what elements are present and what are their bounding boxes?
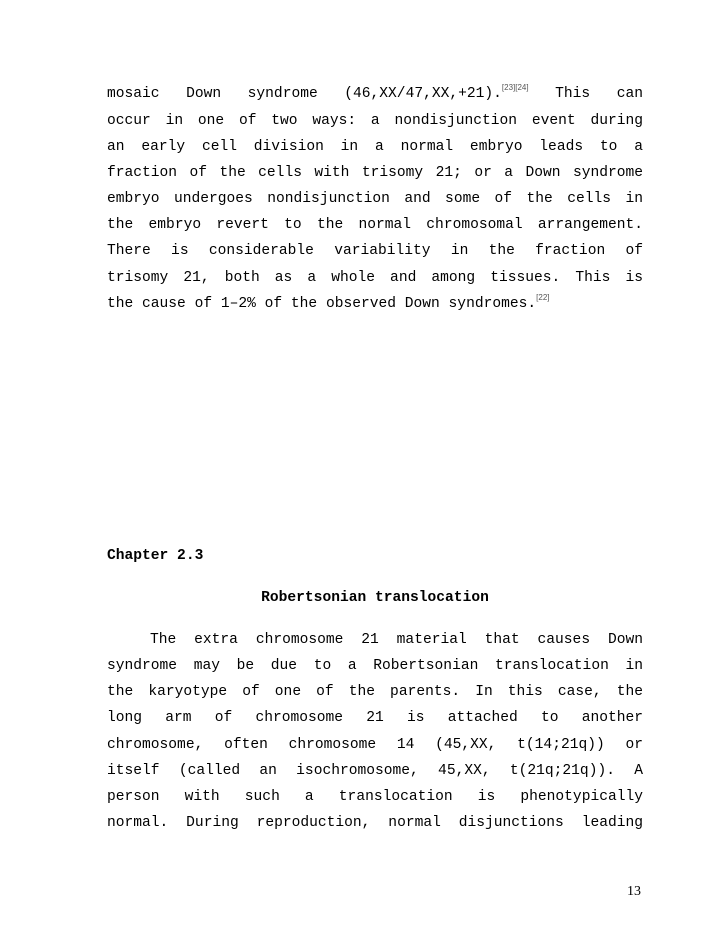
paragraph-line: an early cell division in a normal embryo leads to a — [107, 139, 643, 155]
paragraph-line: the embryo revert to the normal chromosomal arrangement. — [107, 217, 643, 233]
text-segment: mosaic Down syndrome (46,XX/47,XX,+21). — [107, 86, 502, 102]
chapter-heading: Chapter 2.3 — [107, 548, 204, 564]
paragraph-line: The extra chromosome 21 material that causes Down — [150, 632, 643, 648]
paragraph-line — [107, 294, 643, 314]
paragraph-line: There is considerable variability in the fraction of — [107, 243, 643, 259]
paragraph-line: fraction of the cells with trisomy 21; or a Down syndrome — [107, 165, 643, 181]
section-title: Robertsonian translocation — [261, 590, 489, 606]
paragraph-line: occur in one of two ways: a nondisjunction event during — [107, 113, 643, 129]
paragraph-line: chromosome, often chromosome 14 (45,XX, t(14;21q)) or — [107, 737, 643, 753]
paragraph-line: normal. During reproduction, normal disjunctions leading — [107, 815, 643, 831]
paragraph-line: trisomy 21, both as a whole and among tissues. This is — [107, 270, 643, 286]
paragraph-line: person with such a translocation is phenotypically — [107, 789, 643, 805]
paragraph-line: the karyotype of one of the parents. In this case, the — [107, 684, 643, 700]
text-segment: the cause of 1–2% of the observed Down syndromes. — [107, 296, 537, 312]
paragraph-line: long arm of chromosome 21 is attached to another — [107, 710, 643, 726]
paragraph-line — [107, 84, 643, 104]
paragraph-line: embryo undergoes nondisjunction and some of the cells in — [107, 191, 643, 207]
paragraph-line: syndrome may be due to a Robertsonian translocation in — [107, 658, 643, 674]
page-number: 13 — [627, 884, 641, 899]
text-segment: This can — [555, 86, 643, 102]
citation-link[interactable]: [23][24] — [501, 83, 529, 92]
paragraph-line: itself (called an isochromosome, 45,XX, t(21q;21q)). A — [107, 763, 643, 779]
citation-link[interactable]: [22] — [536, 293, 550, 302]
